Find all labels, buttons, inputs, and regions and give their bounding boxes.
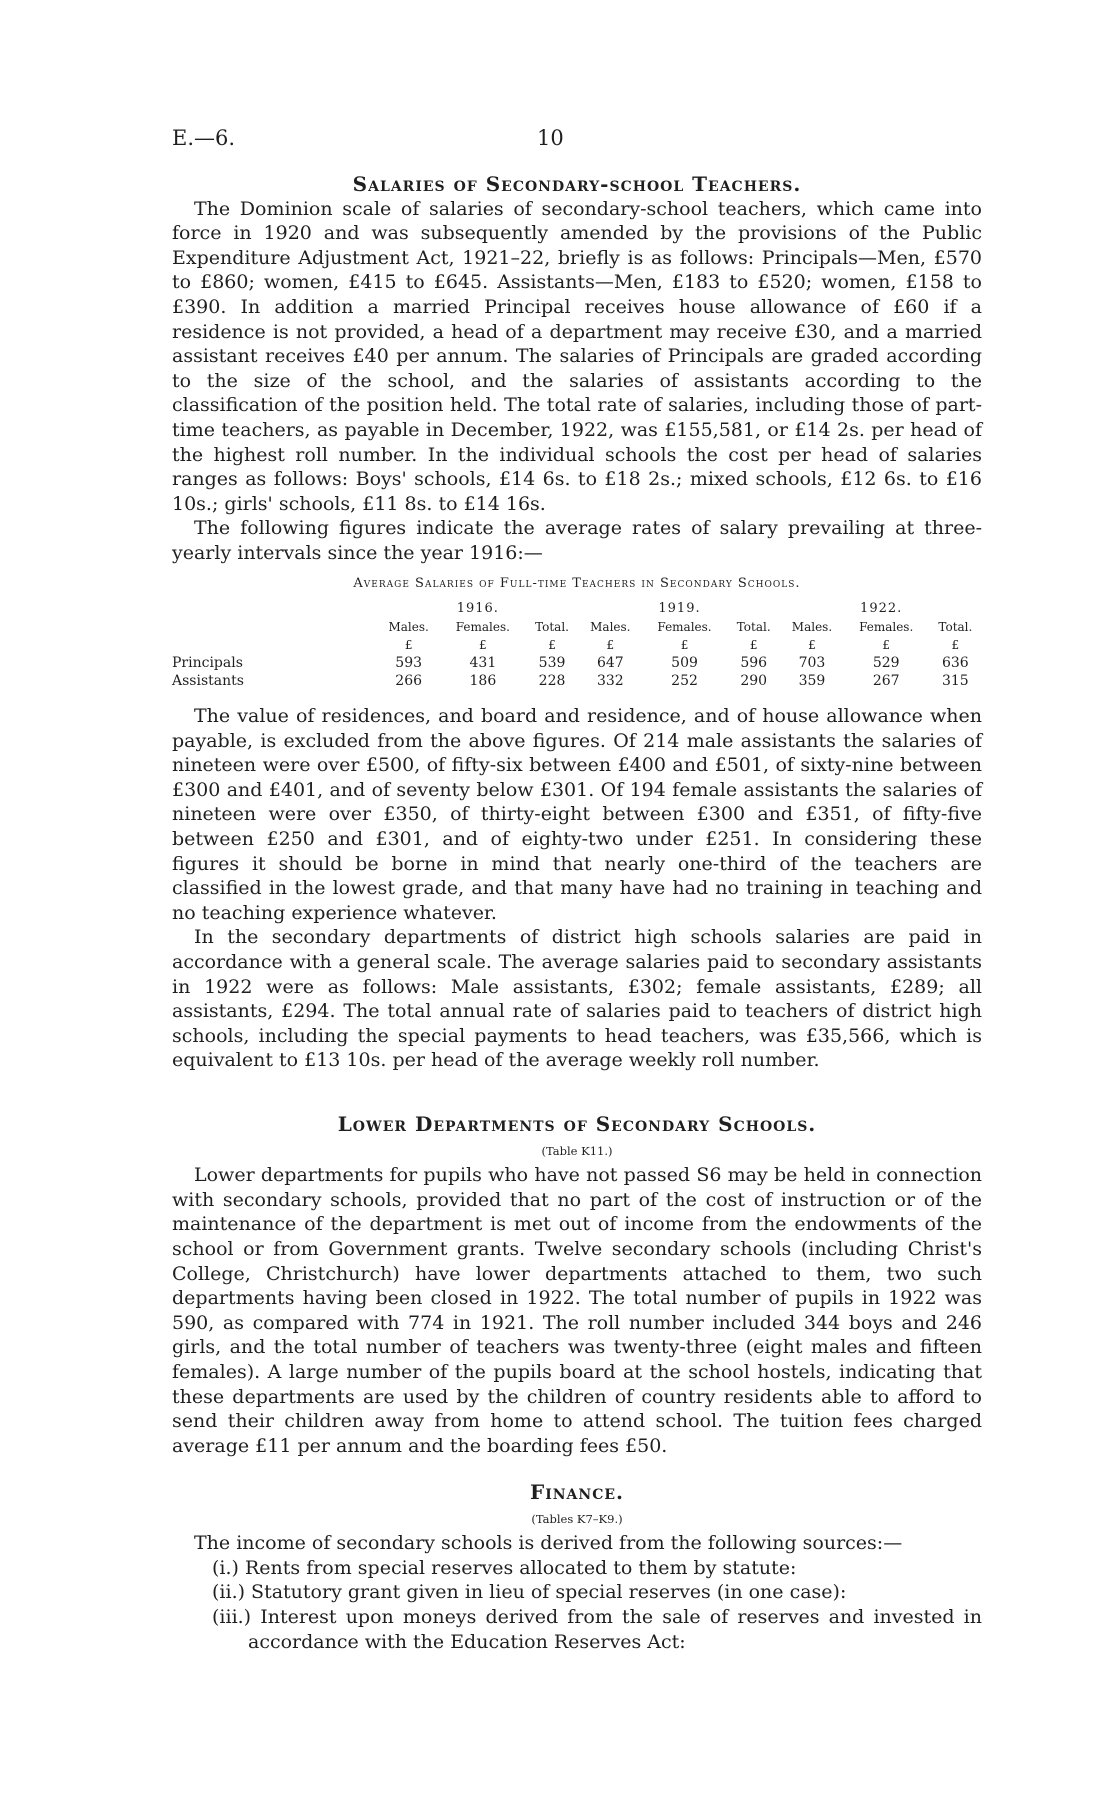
table-cell: 431 [469, 655, 497, 672]
paragraph: In the secondary departments of district high schools salaries are paid in accordance with a general scale. The average salaries paid to secondary assistants in 1922 were as follows: Male assistants, £302; female assistants, £289; all assistants, £294. The total annual rate of salaries paid to teachers of district high schools, including the special payments to head teachers, was £35,566, which is equivalent to £13 10s. per head of the average weekly roll number. [172, 926, 982, 1072]
year-header: 1922. [860, 601, 903, 617]
col-header: Total. [535, 620, 569, 635]
row-label: Assistants [172, 673, 244, 690]
table-cell: 315 [941, 673, 969, 690]
paragraph: The value of residences, and board and residence, and of house allowance when payable, is excluded from the above figures. Of 214 male assistants the salaries of nineteen were over £500, of fifty-six between £400 and £501, of sixty-nine between £300 and £401, and of seventy below £301. Of 194 female assistants the salaries of nineteen were over £350, of thirty-eight between £300 and £351, of fifty-five between £250 and £301, and of eighty-two under £251. In considering these figures it should be borne in mind that nearly one-third of the teachers are classified in the lowest grade, and that many have had no training in teaching and no teaching experience whatever. [172, 705, 982, 924]
col-header: Total. [938, 620, 973, 635]
unit-cell: £ [479, 638, 487, 653]
list-item: (iii.) Interest upon moneys derived from the sale of reserves and invested in accordance with the Education Reserves Act: [212, 1605, 982, 1653]
income-sources-list [172, 1556, 982, 1654]
list-item: (i.) Rents from special reserves allocated to them by statute: [212, 1556, 797, 1579]
salary-table [172, 600, 982, 690]
unit-cell: £ [808, 638, 816, 653]
table-cell: 647 [596, 655, 624, 672]
table-cell: 703 [798, 655, 826, 672]
table-cell: 252 [671, 673, 698, 690]
unit-cell: £ [680, 638, 689, 653]
paragraph: The income of secondary schools is derived from the following sources:— [194, 1532, 903, 1555]
unit-cell: £ [606, 638, 615, 653]
unit-cell: £ [951, 638, 960, 653]
section-title: Salaries of Secondary-school Teachers. [352, 172, 802, 196]
col-header: Females. [455, 620, 510, 635]
report-code: E.—6. [172, 126, 236, 150]
table-reference: (Tables K7–K9.) [531, 1511, 623, 1526]
table-cell: 509 [671, 655, 698, 672]
year-header: 1919. [658, 601, 701, 617]
col-header: Females. [657, 620, 712, 635]
table-cell: 359 [798, 673, 826, 690]
page-number: 10 [537, 126, 564, 150]
table-cell: 593 [395, 655, 423, 672]
section-finance [172, 1480, 982, 1654]
col-header: Females. [859, 620, 914, 635]
col-header: Males. [791, 620, 833, 635]
table-row [172, 654, 982, 672]
table-row [172, 672, 982, 690]
table-reference: (Table K11.) [541, 1143, 613, 1158]
col-header: Males. [388, 620, 429, 635]
paragraph: The following figures indicate the average rates of salary prevailing at three-yearly intervals since the year 1916:— [172, 517, 982, 564]
table-cell: 186 [469, 673, 497, 690]
paragraph: Lower departments for pupils who have not passed S6 may be held in connection with secondary schools, provided that no part of the cost of instruction or of the maintenance of the department is met out of income from the endowments of the school or from Government grants. Twelve secondary schools (including Christ's College, Christchurch) have lower departments attached to them, two such departments having been closed in 1922. The total number of pupils in 1922 was 590, as compared with 774 in 1921. The roll number included 344 boys and 246 girls, and the total number of teachers was twenty-three (eight males and fifteen females). A large number of the pupils board at the school hostels, indicating that these departments are used by the children of country residents able to afford to send their children away from home to attend school. The tuition fees charged average £11 per annum and the boarding fees £50. [172, 1164, 982, 1457]
table-cell: 636 [941, 655, 969, 672]
table-cell: 596 [740, 655, 768, 672]
subcol-header-row [172, 618, 982, 636]
table-title: Average Salaries of Full-time Teachers in Secondary Schools. [353, 575, 801, 591]
table-cell: 332 [596, 673, 624, 690]
year-header: 1916. [456, 601, 499, 617]
unit-cell: £ [882, 638, 890, 653]
section-salaries [172, 172, 982, 1073]
paragraph: The Dominion scale of salaries of secondary-school teachers, which came into force in 1920 and was subsequently amended by the provisions of the Public Expenditure Adjustment Act, 1921–22, briefly is as follows: Principals—Men, £570 to £860; women, £415 to £645. Assistants—Men, £183 to £520; women, £158 to £390. In addition a married Principal receives house allowance of £60 if a residence is not provided, a head of a department may receive £30, and a married assistant receives £40 per annum. The salaries of Principals are graded according to the size of the school, and the salaries of assistants according to the classification of the position held. The total rate of salaries, including those of part-time teachers, as payable in December, 1922, was £155,581, or £14 2s. per head of the highest roll number. In the individual schools the cost per head of salaries ranges as follows: Boys' schools, £14 6s. to £18 2s.; mixed schools, £12 6s. to £16 10s.; girls' schools, £11 8s. to £14 16s. [172, 197, 982, 515]
list-item: (ii.) Statutory grant given in lieu of special reserves (in one case): [212, 1581, 847, 1604]
table-cell: 529 [872, 655, 900, 672]
table-cell: 539 [538, 655, 566, 672]
table-cell: 290 [740, 673, 768, 690]
table-cell: 228 [538, 673, 566, 690]
unit-cell: £ [404, 638, 413, 653]
section-title: Lower Departments of Secondary Schools. [337, 1112, 817, 1136]
col-header: Males. [590, 620, 631, 635]
unit-cell: £ [548, 638, 556, 653]
unit-row [172, 636, 982, 654]
table-cell: 267 [872, 673, 900, 690]
table-cell: 266 [395, 673, 423, 690]
col-header: Total. [736, 620, 771, 635]
year-header-row [172, 600, 982, 618]
unit-cell: £ [749, 638, 758, 653]
row-label: Principals [172, 655, 243, 672]
section-lower-departments [172, 1112, 982, 1458]
section-title: Finance. [530, 1480, 624, 1504]
